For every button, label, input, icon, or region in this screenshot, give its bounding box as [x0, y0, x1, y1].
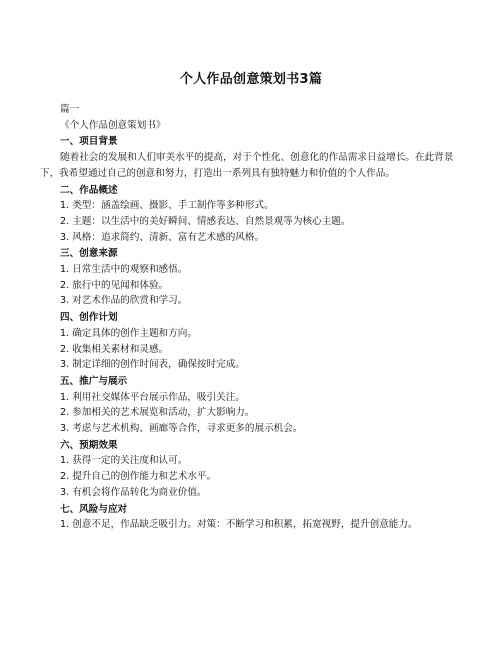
list-item: 1. 获得一定的关注度和认可。 [60, 455, 188, 467]
list-item: 1. 日常生活中的观察和感悟。 [60, 264, 188, 276]
list-item: 2. 参加相关的艺术展览和活动，扩大影响力。 [60, 407, 255, 419]
list-item: 2. 收集相关素材和灵感。 [60, 343, 169, 355]
section-heading-expected-results: 六、预期效果 [60, 439, 118, 451]
section-heading-promotion: 五、推广与展示 [60, 375, 128, 387]
section-heading-inspiration: 三、创意来源 [60, 248, 118, 260]
list-item: 3. 制定详细的创作时间表，确保按时完成。 [60, 359, 245, 371]
part-label: 篇一 [60, 104, 80, 115]
list-item: 3. 对艺术作品的欣赏和学习。 [60, 295, 188, 307]
list-item: 1. 类型：涵盖绘画、摄影、手工制作等多种形式。 [60, 200, 274, 212]
list-item: 3. 考虑与艺术机构、画廊等合作，寻求更多的展示机会。 [60, 423, 303, 435]
list-item: 1. 利用社交媒体平台展示作品，吸引关注。 [60, 391, 245, 403]
list-item: 3. 有机会将作品转化为商业价值。 [60, 486, 207, 498]
section-heading-background: 一、项目背景 [60, 136, 118, 148]
document-subtitle: 《个人作品创意策划书》 [60, 119, 166, 131]
document-title: 个人作品创意策划书3篇 [179, 72, 323, 87]
section-paragraph-background: 随着社会的发展和人们审美水平的提高，对于个性化、创意化的作品需求日益增长。在此背景下，我希望通过自己的创意和努力，打造出一系列具有独特魅力和价值的个人作品。 [40, 152, 454, 179]
section-heading-plan: 四、创作计划 [60, 312, 118, 324]
list-item: 2. 旅行中的见闻和体验。 [60, 279, 169, 291]
list-item: 1. 创意不足，作品缺乏吸引力。对策：不断学习和积累，拓宽视野，提升创意能力。 [60, 519, 418, 531]
list-item: 2. 主题：以生活中的美好瞬间、情感表达、自然景观等为核心主题。 [60, 215, 351, 227]
section-heading-overview: 二、作品概述 [60, 184, 118, 196]
list-item: 2. 提升自己的创作能力和艺术水平。 [60, 471, 217, 483]
section-heading-risks: 七、风险与应对 [60, 503, 128, 515]
list-item: 1. 确定具体的创作主题和方向。 [60, 327, 197, 339]
list-item: 3. 风格：追求简约、清新、富有艺术感的风格。 [60, 231, 265, 243]
